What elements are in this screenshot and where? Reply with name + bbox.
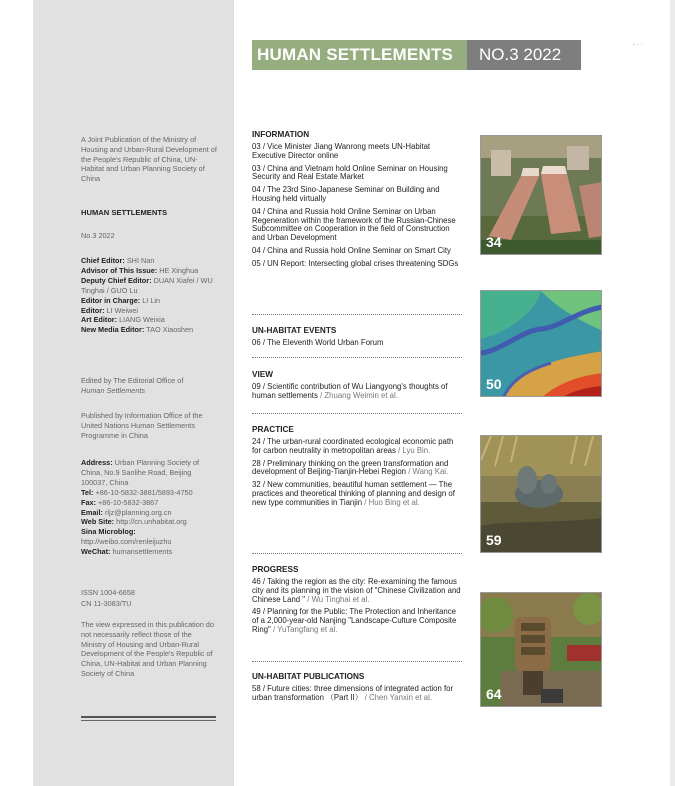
magazine-header (252, 40, 581, 70)
toc-entry[interactable]: 03 / China and Vietnam hold Online Seminar on Housing Security and Real Estate Market (252, 163, 448, 182)
toc-author: / Lyu Bin. (398, 445, 431, 455)
contact-row: Tel: +86-10-5832-3881/5893-4750 (81, 487, 193, 497)
photo-page-number: 34 (486, 234, 502, 250)
section-heading: PRACTICE (252, 425, 294, 434)
toc-author: / Zhuang Weimin et al. (320, 390, 398, 400)
toc-entry[interactable]: 46 / Taking the region as the city: Re-examining the famous city and its planning in the vision of "Chinese Civilization and Chinese Land " / Wu Tinghai et al. (252, 577, 461, 604)
disclaimer: The view expressed in this publication do not necessarily reflect those of the Ministry of Housing and Urban-Rural Development of the People's Republic of China, UN-Habitat and Urban Planning Society of China (81, 620, 215, 678)
photo-page-number: 64 (486, 686, 502, 702)
toc-section-information (252, 130, 462, 273)
toc-entry[interactable]: 49 / Planning for the Public: The Protection and Inheritance of a 2,000-year-old Nanjing "Landscape-Culture Composite Ring" / YuTangfang et al. (252, 607, 457, 634)
photo-street-sign (480, 592, 602, 707)
toc-author: / Huo Bing et al. (364, 497, 420, 507)
toc-entry[interactable]: 04 / China and Russia hold Online Seminar on Smart City (252, 245, 451, 255)
sidebar-intro: A Joint Publication of the Ministry of Housing and Urban-Rural Development of the People's Republic of China, UN-Habitat and Urban Planning Society of China (81, 135, 217, 184)
contact-info (81, 458, 218, 557)
edited-by: Edited by The Editorial Office of Human Settlements (81, 376, 184, 395)
credit-row: Advisor of This Issue: HE Xinghua (81, 265, 199, 275)
sidebar-rule-thin (81, 720, 216, 721)
toc-entry[interactable]: 32 / New communities, beautiful human settlement — The practices and theoretical thinking of planning and design of new type communities in Tianjin / Huo Bing et al. (252, 480, 455, 507)
toc-author: / YuTangfang et al. (272, 624, 338, 634)
toc-section-view (252, 370, 462, 405)
toc-author: / Wang Kai. (408, 467, 449, 477)
toc-entry[interactable]: 04 / China and Russia hold Online Seminar on Urban Regeneration within the framework of the Russian-Chinese Subcommittee on Cooperation in the field of Construction and Urban Development (252, 206, 456, 243)
section-heading: VIEW (252, 370, 273, 379)
section-heading: UN-HABITAT PUBLICATIONS (252, 672, 365, 681)
issue-number: NO.3 2022 (467, 40, 581, 70)
sidebar-title: HUMAN SETTLEMENTS (81, 208, 168, 217)
toc-author: / Chen Yanxin et al. (364, 692, 433, 702)
credit-row: Art Editor: LIANG Weixia (81, 315, 165, 325)
sidebar-rule-thick (81, 716, 216, 718)
toc-section-events (252, 326, 462, 352)
toc-entry[interactable]: 03 / Vice Minister Jiang Wanrong meets UN-Habitat Executive Director online (252, 142, 431, 160)
section-heading: INFORMATION (252, 130, 310, 139)
dotted-divider (252, 314, 462, 315)
toc-entry[interactable]: 58 / Future cities: three dimensions of integrated action for urban transformation （Part II） / Chen Yanxin et al. (252, 684, 454, 702)
dotted-divider (252, 357, 462, 358)
dotted-divider (252, 661, 462, 662)
issn: ISSN 1004-6658 (81, 588, 135, 597)
section-heading: UN-HABITAT EVENTS (252, 326, 337, 335)
photo-terrain-map (480, 290, 602, 397)
dotted-divider (252, 553, 462, 554)
toc-entry[interactable]: 05 / UN Report: Intersecting global crises threatening SDGs (252, 258, 459, 268)
published-by: Published by Information Office of the United Nations Human Settlements Programme in China (81, 411, 203, 440)
credit-row: New Media Editor: TAO Xiaoshen (81, 325, 194, 335)
contact-row: Sina Microblog: http://weibo.com/renleijuzhu (81, 527, 172, 547)
photo-page-number: 59 (486, 532, 502, 548)
contact-row: Address: Urban Planning Society of China, No.9 Sanlihe Road, Beijing 100037, China (81, 458, 200, 487)
credit-row: Editor in Charge: LI Lin (81, 295, 161, 305)
toc-entry[interactable]: 28 / Preliminary thinking on the green transformation and development of Beijing-Tianjin-Hebei Region / Wang Kai. (252, 458, 449, 477)
toc-author: / Wu Tinghai et al. (307, 594, 370, 604)
sidebar-issue: No.3 2022 (81, 231, 115, 240)
editorial-credits (81, 256, 218, 335)
contact-row: Fax: +86-10-5832-3867 (81, 497, 159, 507)
page-margin (0, 0, 33, 786)
edge-mark: - · · (633, 42, 643, 48)
credit-row: Deputy Chief Editor: DUAN Xiafei / WU Tinghai / GUO Lu (81, 275, 213, 295)
dotted-divider (252, 413, 462, 414)
credit-row: Chief Editor: SHI Nan (81, 256, 155, 265)
page-edge (670, 0, 675, 786)
section-heading: PROGRESS (252, 565, 299, 574)
toc-entry[interactable]: 06 / The Eleventh World Urban Forum (252, 338, 384, 347)
toc-entry[interactable]: 24 / The urban-rural coordinated ecological economic path for carbon neutrality in metropolitan areas / Lyu Bin. (252, 437, 454, 455)
magazine-title: HUMAN SETTLEMENTS (252, 40, 467, 70)
toc-section-progress (252, 565, 462, 639)
cn-number: CN 11-3083/TU (81, 599, 132, 608)
photo-page-number: 50 (486, 376, 502, 392)
credit-row: Editor: LI Weiwei (81, 305, 139, 315)
toc-section-practice (252, 425, 462, 512)
edited-by-name: Human Settlements (81, 385, 146, 395)
contact-row: Web Site: http://cn.unhabitat.org (81, 517, 187, 527)
contact-row: Email: rljz@planning.org.cn (81, 507, 172, 517)
toc-section-publications (252, 672, 462, 707)
photo-wetland-sculpture (480, 435, 602, 553)
toc-entry[interactable]: 04 / The 23rd Sino-Japanese Seminar on Building and Housing held virtually (252, 185, 440, 203)
photo-city-buildings (480, 135, 602, 255)
toc-entry[interactable]: 09 / Scientific contribution of Wu Liangyong's thoughts of human settlements / Zhuang Weimin et al. (252, 382, 448, 400)
contact-row: WeChat: humansettlements (81, 547, 173, 557)
